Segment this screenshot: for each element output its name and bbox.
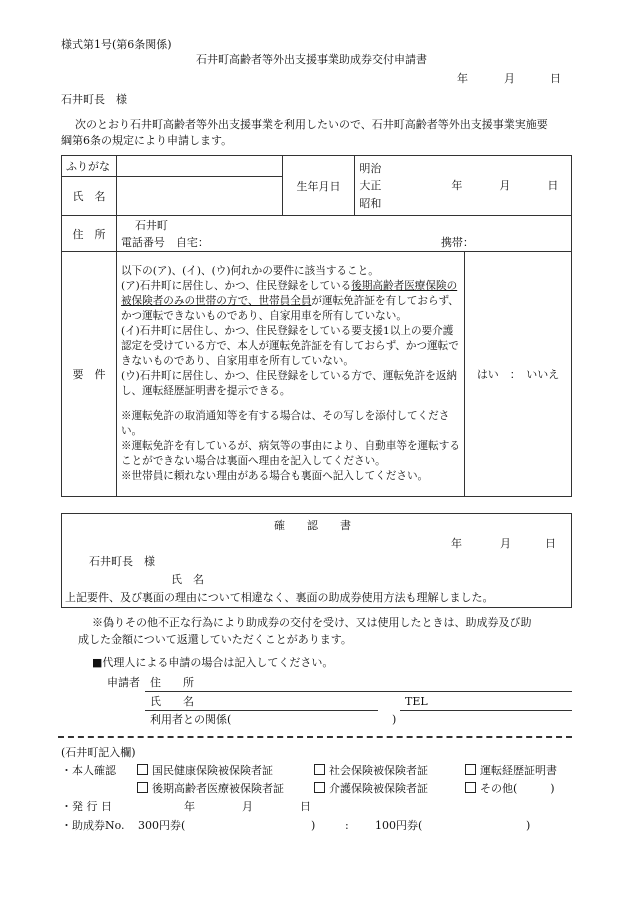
name-field[interactable]	[116, 177, 282, 216]
checkbox-icon[interactable]	[465, 782, 476, 793]
addressee: 石井町長 様	[61, 93, 127, 106]
era-showa: 昭和	[359, 196, 382, 210]
conf-addressee: 石井町長 様	[89, 555, 155, 568]
birth-month-label: 月	[499, 178, 511, 192]
birth-field[interactable]	[355, 156, 572, 216]
issue-month-label: 月	[242, 800, 253, 813]
relation-label: 利用者との関係(	[150, 713, 232, 726]
warning-line-1: ※偽りその他不正な行為により助成券の交付を受け、又は使用したときは、助成券及び助	[92, 616, 532, 629]
checkbox-icon[interactable]	[314, 764, 325, 775]
coupon-100-label: 100円券(	[375, 819, 423, 832]
cut-line-divider	[58, 736, 572, 738]
applicant-label: 申請者	[107, 676, 140, 689]
furigana-field[interactable]	[116, 156, 282, 177]
option-label: 運転経歴証明書	[480, 764, 557, 777]
coupon-300-close: )	[311, 819, 316, 832]
option-label: その他( )	[480, 782, 555, 795]
issue-day-label: 日	[300, 800, 311, 813]
conf-month-label: 月	[500, 537, 511, 550]
agent-tel-label: TEL	[405, 695, 428, 708]
note-1: ※運転免許の取消通知等を有する場合は、その写しを添付してください。	[120, 410, 450, 437]
birth-day-label: 日	[547, 178, 559, 192]
furigana-label: ふりがな	[62, 156, 117, 177]
agent-name-label: 氏 名	[150, 695, 194, 708]
req-intro: 以下の(ア)、(イ)、(ウ)何れかの要件に該当すること。	[120, 265, 379, 277]
intro-line-1: 次のとおり石井町高齢者等外出支援事業を利用したいので、石井町高齢者等外出支援事業実施要	[75, 118, 548, 131]
option-label: 後期高齢者医療被保険者証	[152, 782, 284, 795]
conf-statement: 上記要件、及び裏面の理由について相違なく、裏面の助成券使用方法も理解しました。	[65, 591, 494, 604]
option-other[interactable]	[465, 782, 555, 796]
address-field[interactable]	[116, 216, 571, 252]
checkbox-icon[interactable]	[137, 782, 148, 793]
checkbox-icon[interactable]	[137, 764, 148, 775]
req-a-underlined: 後期高齢者医療保険の被保険者のみの世帯の方で、世帯員全員	[120, 280, 458, 307]
checkbox-icon[interactable]	[465, 764, 476, 775]
name-label: 氏 名	[62, 177, 117, 216]
application-table	[61, 155, 572, 497]
birth-label: 生年月日	[282, 156, 355, 216]
yes-no-answer[interactable]: はい ： いいえ	[465, 252, 572, 497]
agent-address-label: 住 所	[150, 676, 194, 689]
agent-heading: ■代理人による申請の場合は記入してください。	[92, 656, 334, 669]
coupon-colon: :	[345, 819, 349, 832]
mobile-label: 携帯：	[440, 236, 474, 249]
form-title: 石井町高齢者等外出支援事業助成券交付申請書	[196, 53, 427, 66]
option-kokuho[interactable]	[137, 764, 273, 778]
date-month-label: 月	[504, 72, 515, 85]
option-kouki[interactable]	[137, 782, 284, 796]
coupon-300-label: 300円券(	[138, 819, 186, 832]
birth-year-label: 年	[451, 178, 463, 192]
confirmation-box	[61, 513, 572, 608]
conf-year-label: 年	[451, 537, 462, 550]
confirmation-title: 確 認 書	[274, 519, 351, 532]
relation-close: )	[392, 713, 397, 726]
requirements-text	[116, 252, 464, 497]
req-a-prefix: (ア)石井町に居住し、かつ、住民登録をしている	[120, 280, 352, 292]
option-label: 国民健康保険被保険者証	[152, 764, 273, 777]
checkbox-icon[interactable]	[314, 782, 325, 793]
date-year-label: 年	[457, 72, 468, 85]
address-label: 住 所	[62, 216, 117, 252]
req-a	[121, 279, 460, 324]
agent-tel-line[interactable]	[400, 710, 572, 711]
req-a-suffix: が運転免許証を有しておらず、かつ運転できないものであり、自家用車を所有していない。	[120, 295, 459, 322]
coupon-100-close: )	[526, 819, 531, 832]
coupon-no-label: ・助成券No.	[61, 819, 125, 832]
option-shaho[interactable]	[314, 764, 428, 778]
issue-year-label: 年	[184, 800, 195, 813]
era-meiji: 明治	[359, 161, 382, 175]
agent-name-line[interactable]	[145, 710, 378, 711]
conf-day-label: 日	[545, 537, 556, 550]
phone-label: 電話番号 自宅：	[120, 236, 209, 249]
option-kaigo[interactable]	[314, 782, 428, 796]
date-day-label: 日	[550, 72, 561, 85]
office-heading: (石井町記入欄)	[61, 746, 136, 759]
option-driving-history[interactable]	[465, 764, 557, 778]
option-label: 介護保険被保険者証	[329, 782, 428, 795]
identity-label: ・本人確認	[61, 764, 116, 777]
requirements-label: 要 件	[62, 252, 117, 497]
req-b: (イ)石井町に居住し、かつ、住民登録をしている要支援1以上の要介護認定を受けている方で、本人が運転免許証を有しておらず、かつ運転できないものであり、自家用車を所有していない。	[120, 325, 459, 367]
req-c: (ウ)石井町に居住し、かつ、住民登録をしている方で、運転免許を返納し、運転経歴証明書を提示できる。	[120, 370, 457, 397]
note-3: ※世帯員に頼れない理由がある場合も裏面へ記入してください。	[120, 470, 429, 482]
agent-address-line[interactable]	[145, 691, 572, 692]
warning-line-2: 成した金額について返還していただくことがあります。	[78, 633, 352, 646]
address-value: 石井町	[134, 219, 168, 232]
era-taisho: 大正	[359, 178, 382, 192]
note-2: ※運転免許を有しているが、病気等の事由により、自動車等を運転することができない場合は裏面へ理由を記入してください。	[120, 440, 460, 467]
conf-name-label: 氏 名	[171, 573, 204, 586]
option-label: 社会保険被保険者証	[329, 764, 428, 777]
issue-date-label: ・発 行 日	[61, 800, 112, 813]
form-number: 様式第1号(第6条関係)	[61, 38, 172, 51]
intro-line-2: 綱第6条の規定により申請します。	[61, 134, 233, 147]
